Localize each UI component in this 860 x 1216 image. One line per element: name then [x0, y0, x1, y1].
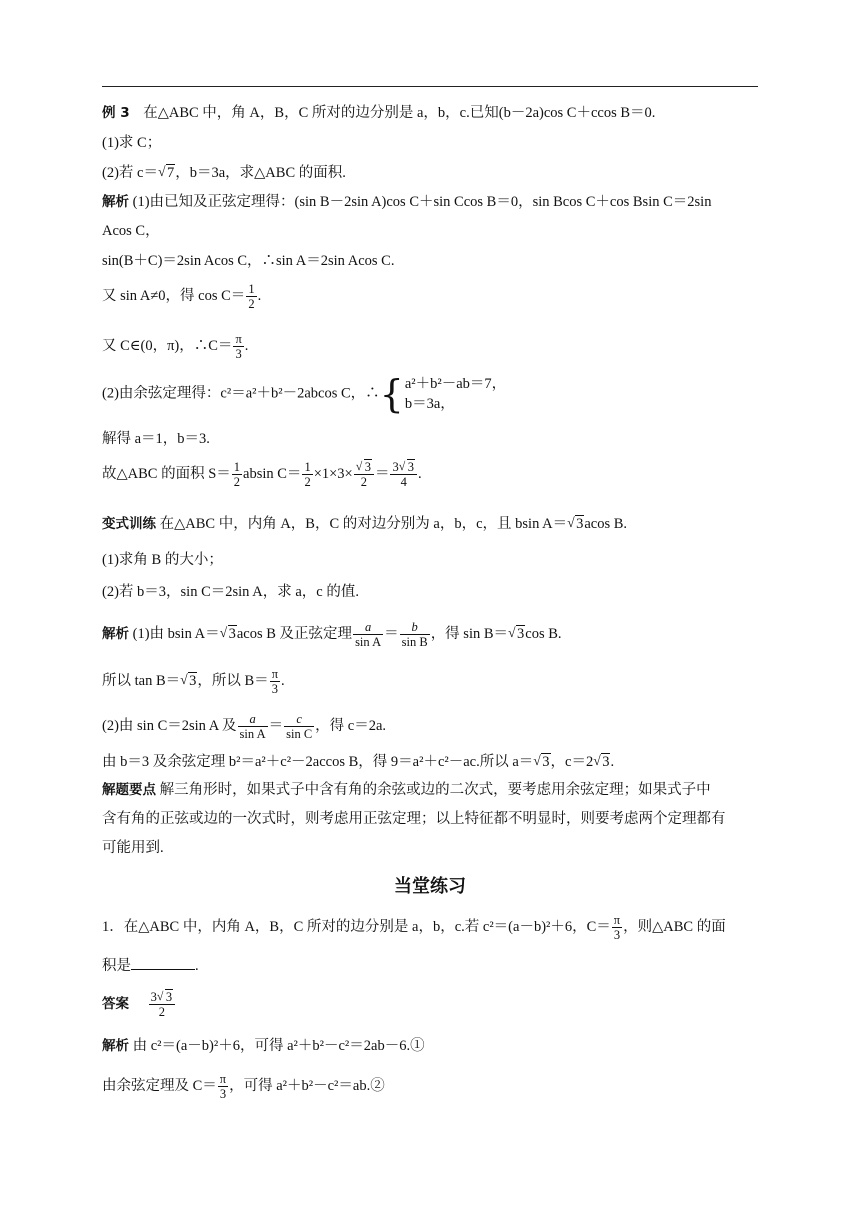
example3-solution-line3: sin(B＋C)＝2sin Acos C，∴sin A＝2sin Acos C.	[102, 253, 395, 269]
fraction: $\frac{c}{\text{sin C}}$	[286, 712, 313, 741]
example3-solution-line5: 又 C∈(0，π)，∴C＝ $\frac{\pi}{3}$ .	[102, 332, 249, 361]
example3-question1: (1)求 C；	[102, 135, 162, 151]
fraction: $\frac{\pi}{3}$	[219, 1072, 227, 1101]
answer-label: 答案	[102, 995, 129, 1012]
example3-label: 例 3	[102, 105, 130, 121]
variant-question2: (2)若 b＝3，sin C＝2sin A，求 a，c 的值.	[102, 584, 359, 600]
example3-question2: (2)若 c＝√ 7，b＝3a，求△ABC 的面积.	[102, 163, 346, 183]
fraction: $\frac{1}{2}$	[304, 460, 311, 489]
example3-problem-line	[102, 103, 655, 123]
practice-solution-line2: 由余弦定理及 C＝ $\frac{\pi}{3}$ ，可得 a²＋b²－c²＝ab.②	[102, 1072, 385, 1101]
variant-solution-line2: 所以 tan B＝√ 3，所以 B＝ $\frac{\pi}{3}$ .	[102, 667, 285, 696]
fraction: $\frac{a}{\text{sin A}}$	[239, 712, 266, 741]
variant-label: 变式训练	[102, 516, 156, 532]
fraction: √ $\frac{3}{2}$	[354, 460, 374, 489]
key-points-label: 解题要点	[102, 782, 156, 798]
example3-solution-line6: (2)由余弦定理得：c²＝a²＋b²－2abcos C，∴{ a²＋b²－ab＝7， b＝3a，	[102, 372, 507, 416]
variant-problem-line: 变式训练 在△ABC 中，内角 A，B，C 的对边分别为 a，b，c，且 bsin A＝√ 3acos B.	[102, 514, 627, 534]
example3-problem: 在△ABC 中，角 A，B，C 所对的边分别是 a，b，c.已知(b－2a)cos C＋ccos B＝0.	[143, 105, 656, 121]
key-points-line2: 含有角的正弦或边的一次式时，则考虑用正弦定理；以上特征都不明显时，则要考虑两个定理都有	[102, 811, 726, 827]
section-heading: 当堂练习	[394, 876, 466, 897]
example3-solution-line4: 又 sin A≠0，得 cos C＝ $\frac{1}{2}$ .	[102, 282, 262, 311]
solution-label: 解析	[102, 1038, 129, 1054]
radical: √ 3	[567, 514, 584, 534]
equation-system: a²＋b²－ab＝7， b＝3a，	[404, 376, 507, 412]
variant-question1: (1)求角 B 的大小；	[102, 552, 223, 568]
fraction: $\frac{1}{2}$	[233, 460, 241, 489]
fraction: $\frac{a}{\text{sin A}}$	[355, 620, 382, 649]
example3-solution-line7: 解得 a＝1，b＝3.	[102, 431, 210, 447]
radical: √ 7	[158, 163, 175, 183]
left-brace: {	[379, 372, 404, 416]
answer-blank	[131, 955, 195, 970]
key-points-line1: 解题要点 解三角形时，如果式子中含有角的余弦或边的二次式，要考虑用余弦定理；如果式子中	[102, 782, 711, 798]
practice-question1-line1: 1．在△ABC 中，内角 A，B，C 所对的边分别是 a，b，c.若 c²＝(a－b)²＋6，C＝ $\frac{\pi}{3}$ ，则△ABC 的面	[102, 913, 726, 942]
key-points-line3: 可能用到.	[102, 840, 164, 856]
fraction: $\frac{b}{\text{sin B}}$	[401, 620, 428, 649]
variant-solution-line4: 由 b＝3 及余弦定理 b²＝a²＋c²－2accos B，得 9＝a²＋c²－ac.所以 a＝√ 3，c＝2√ 3.	[102, 752, 614, 772]
fraction: $\frac{\pi}{3}$	[271, 667, 278, 696]
example3-solution-line2: Acos C，	[102, 223, 160, 239]
example3-solution-line1: 解析 (1)由已知及正弦定理得：(sin B－2sin A)cos C＋sin Ccos B＝0，sin Bcos C＋cos Bsin C＝2sin	[102, 194, 712, 210]
answer-line	[102, 990, 176, 1019]
header-rule	[102, 86, 758, 87]
variant-solution-line3: (2)由 sin C＝2sin A 及 $\frac{a}{\text{sin A}}$ ＝ $\frac{c}{\text{sin C}}$ ，得 c＝2a.	[102, 712, 387, 741]
fraction: $\frac{\pi}{3}$	[613, 913, 621, 942]
fraction: $\frac{3√ 3}{4}$	[390, 460, 417, 489]
variant-solution-line1: 解析 (1)由 bsin A＝√ 3acos B 及正弦定理 $\frac{a}{\text{sin A}}$ ＝ $\frac{b}{\text{sin B}}$ ，得 sin B＝√ 3cos B.	[102, 620, 562, 649]
solution-label: 解析	[102, 194, 129, 210]
practice-question1-line2: 积是 .	[102, 955, 199, 976]
practice-solution-line1: 解析 由 c²＝(a－b)²＋6，可得 a²＋b²－c²＝2ab－6.①	[102, 1038, 425, 1054]
answer-fraction: $\frac{3√ 3}{2}$	[149, 990, 176, 1019]
fraction: $\frac{\pi}{3}$	[235, 332, 242, 361]
solution-label: 解析	[102, 625, 129, 642]
example3-solution-line8: 故△ABC 的面积 S＝ $\frac{1}{2}$ absin C＝ $\frac{1}{2}$ ×1×3× √ $\frac{3}{2}$ ＝ $\frac{3√ 3}{4}$ .	[102, 460, 422, 489]
fraction: $\frac{1}{2}$	[248, 282, 255, 311]
